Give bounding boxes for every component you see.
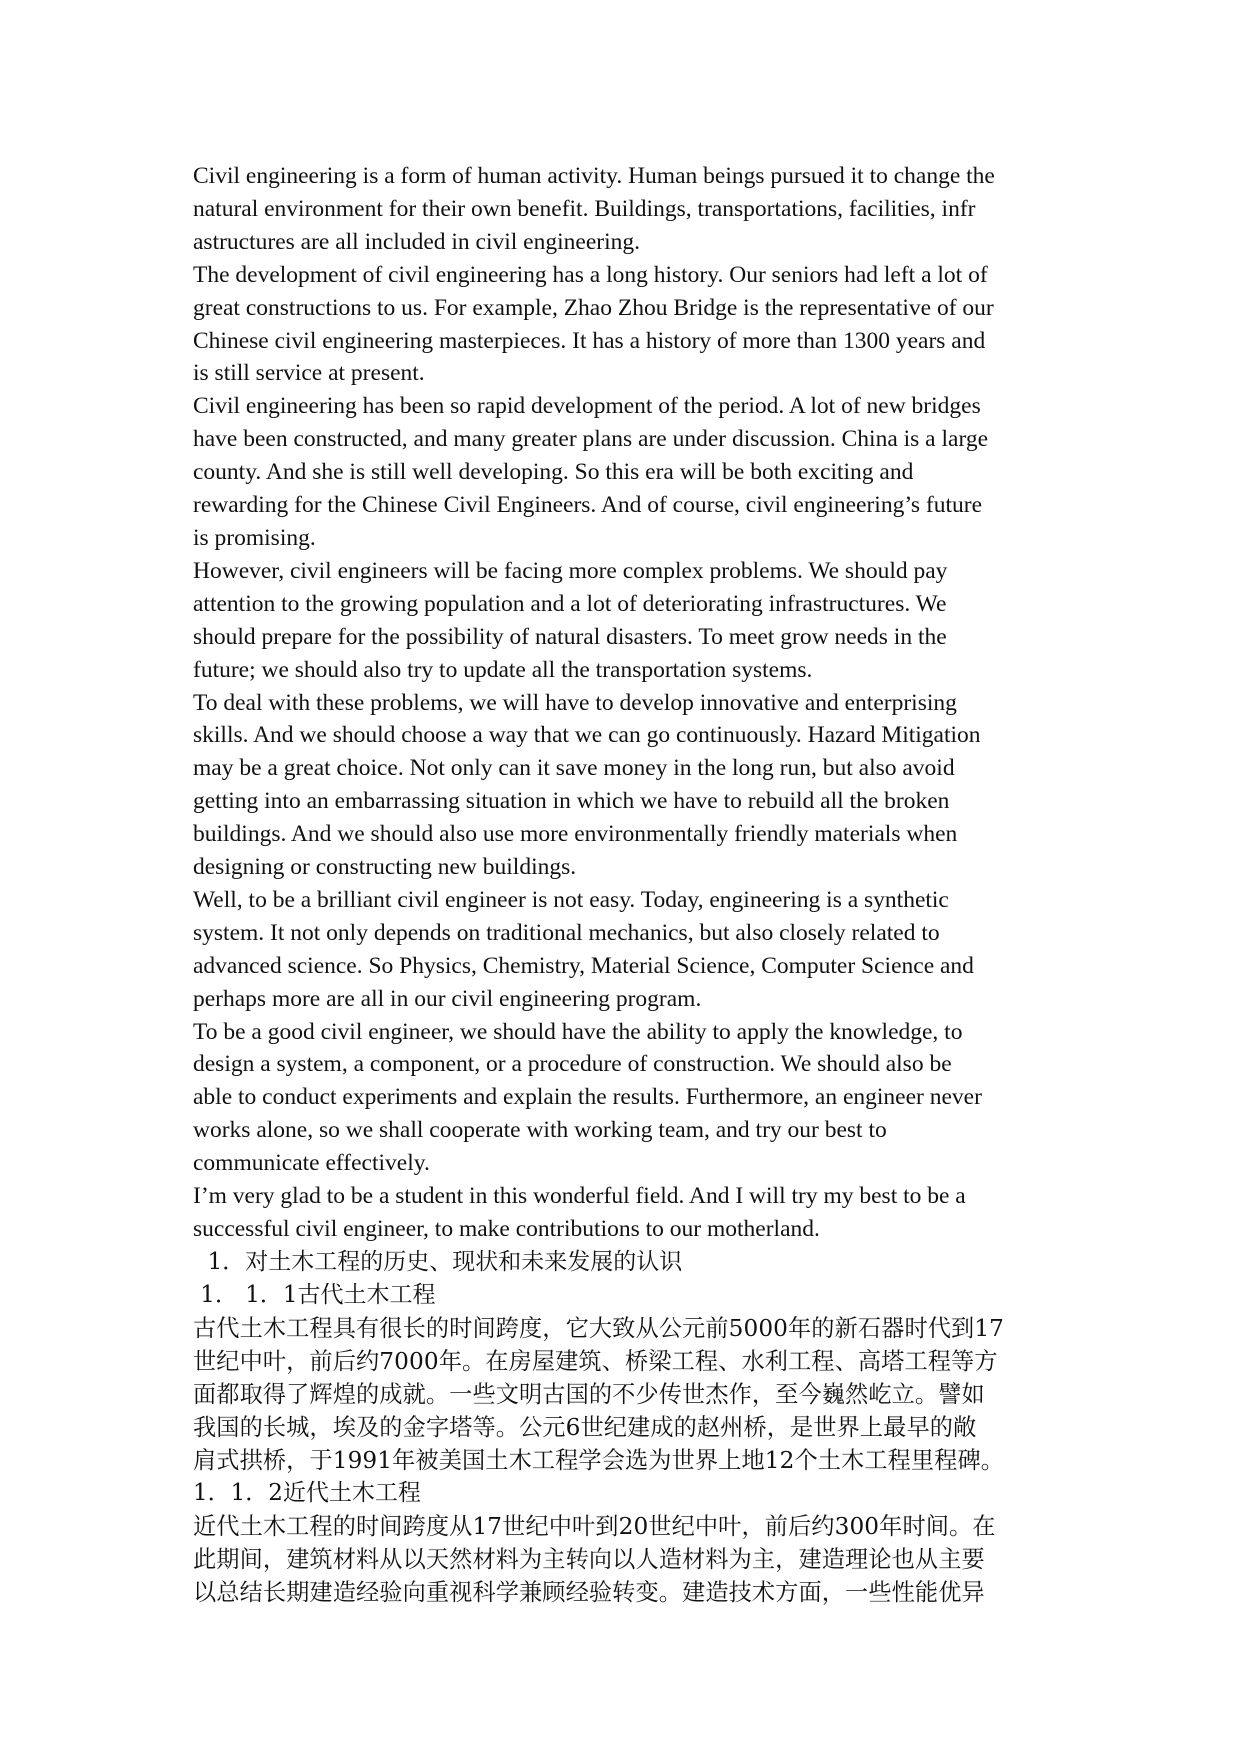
paragraph-brilliant-engineer: Well, to be a brilliant civil engineer is not easy. Today, engineering is a synthetic system. It not only depends on traditional mechanics, but also closely related to advanced science. So Physics, Chemistry, Material Science, Computer Science and perhaps more are all in our civil engineering program. <box>193 886 974 1012</box>
section-heading-1: 1．对土木工程的历史、现状和未来发展的认识 <box>193 1248 683 1275</box>
section-heading-1-1: 1． 1．1古代土木工程 <box>193 1281 436 1308</box>
paragraph-ancient-civil-engineering: 古代土木工程具有很长的时间跨度，它大致从公元前5000年的新石器时代到17 世纪中叶，前后约7000年。在房屋建筑、桥梁工程、水利工程、高塔工程等方 面都取得了辉煌的成就。一些文明古国的不少传世杰作，至今巍然屹立。譬如 我国的长城，埃及的金字塔等。公元6世纪建成的赵州桥，是世界上最早的敞 肩式拱桥，于1991年被美国土木工程学会选为世界上地12个土木工程里程碑。 <box>193 1314 1005 1474</box>
paragraph-intro: Civil engineering is a form of human activity. Human beings pursued it to change the natural environment for their own benefit. Buildings, transportations, facilities, infr astructures are all included in civil engineering. <box>193 163 995 255</box>
paragraph-history: The development of civil engineering has a long history. Our seniors had left a lot of great constructions to us. For example, Zhao Zhou Bridge is the representative of our Chinese civil engineering masterpieces. It has a history of more than 1300 years and is still service at present. <box>193 261 994 387</box>
paragraph-development: Civil engineering has been so rapid development of the period. A lot of new bridges have been constructed, and many greater plans are under discussion. China is a large county. And she is still well developing. So this era will be both exciting and rewarding for the Chinese Civil Engineers. And of course, civil engineering’s future is promising. <box>193 393 989 551</box>
paragraph-conclusion: I’m very glad to be a student in this wonderful field. And I will try my best to be a successful civil engineer, to make contributions to our motherland. <box>193 1183 966 1242</box>
paragraph-good-engineer: To be a good civil engineer, we should have the ability to apply the knowledge, to design a system, a component, or a procedure of construction. We should also be able to conduct experiments and explain the results. Furthermore, an engineer never works alone, so we shall cooperate with working team, and try our best to communicate effectively. <box>193 1018 982 1177</box>
paragraph-modern-civil-engineering: 近代土木工程的时间跨度从17世纪中叶到20世纪中叶，前后约300年时间。在 此期间，建筑材料从以天然材料为主转向以人造材料为主，建造理论也从主要 以总结长期建造经验向重视科学兼顾经验转变。建造技术方面，一些性能优异 <box>193 1512 996 1606</box>
paragraph-solutions: To deal with these problems, we will have to develop innovative and enterprising skills. And we should choose a way that we can go continuously. Hazard Mitigation may be a great choice. Not only can it save money in the long run, but also avoid getting into an embarrassing situation in which we have to rebuild all the broken buildings. And we should also use more environmentally friendly materials when designing or constructing new buildings. <box>193 689 981 881</box>
paragraph-problems: However, civil engineers will be facing more complex problems. We should pay attention to the growing population and a lot of deteriorating infrastructures. We should prepare for the possibility of natural disasters. To meet grow needs in the future; we should also try to update all the transportation systems. <box>193 557 948 683</box>
section-heading-1-2: 1．1．2近代土木工程 <box>193 1479 421 1506</box>
document-body <box>193 160 1053 1609</box>
